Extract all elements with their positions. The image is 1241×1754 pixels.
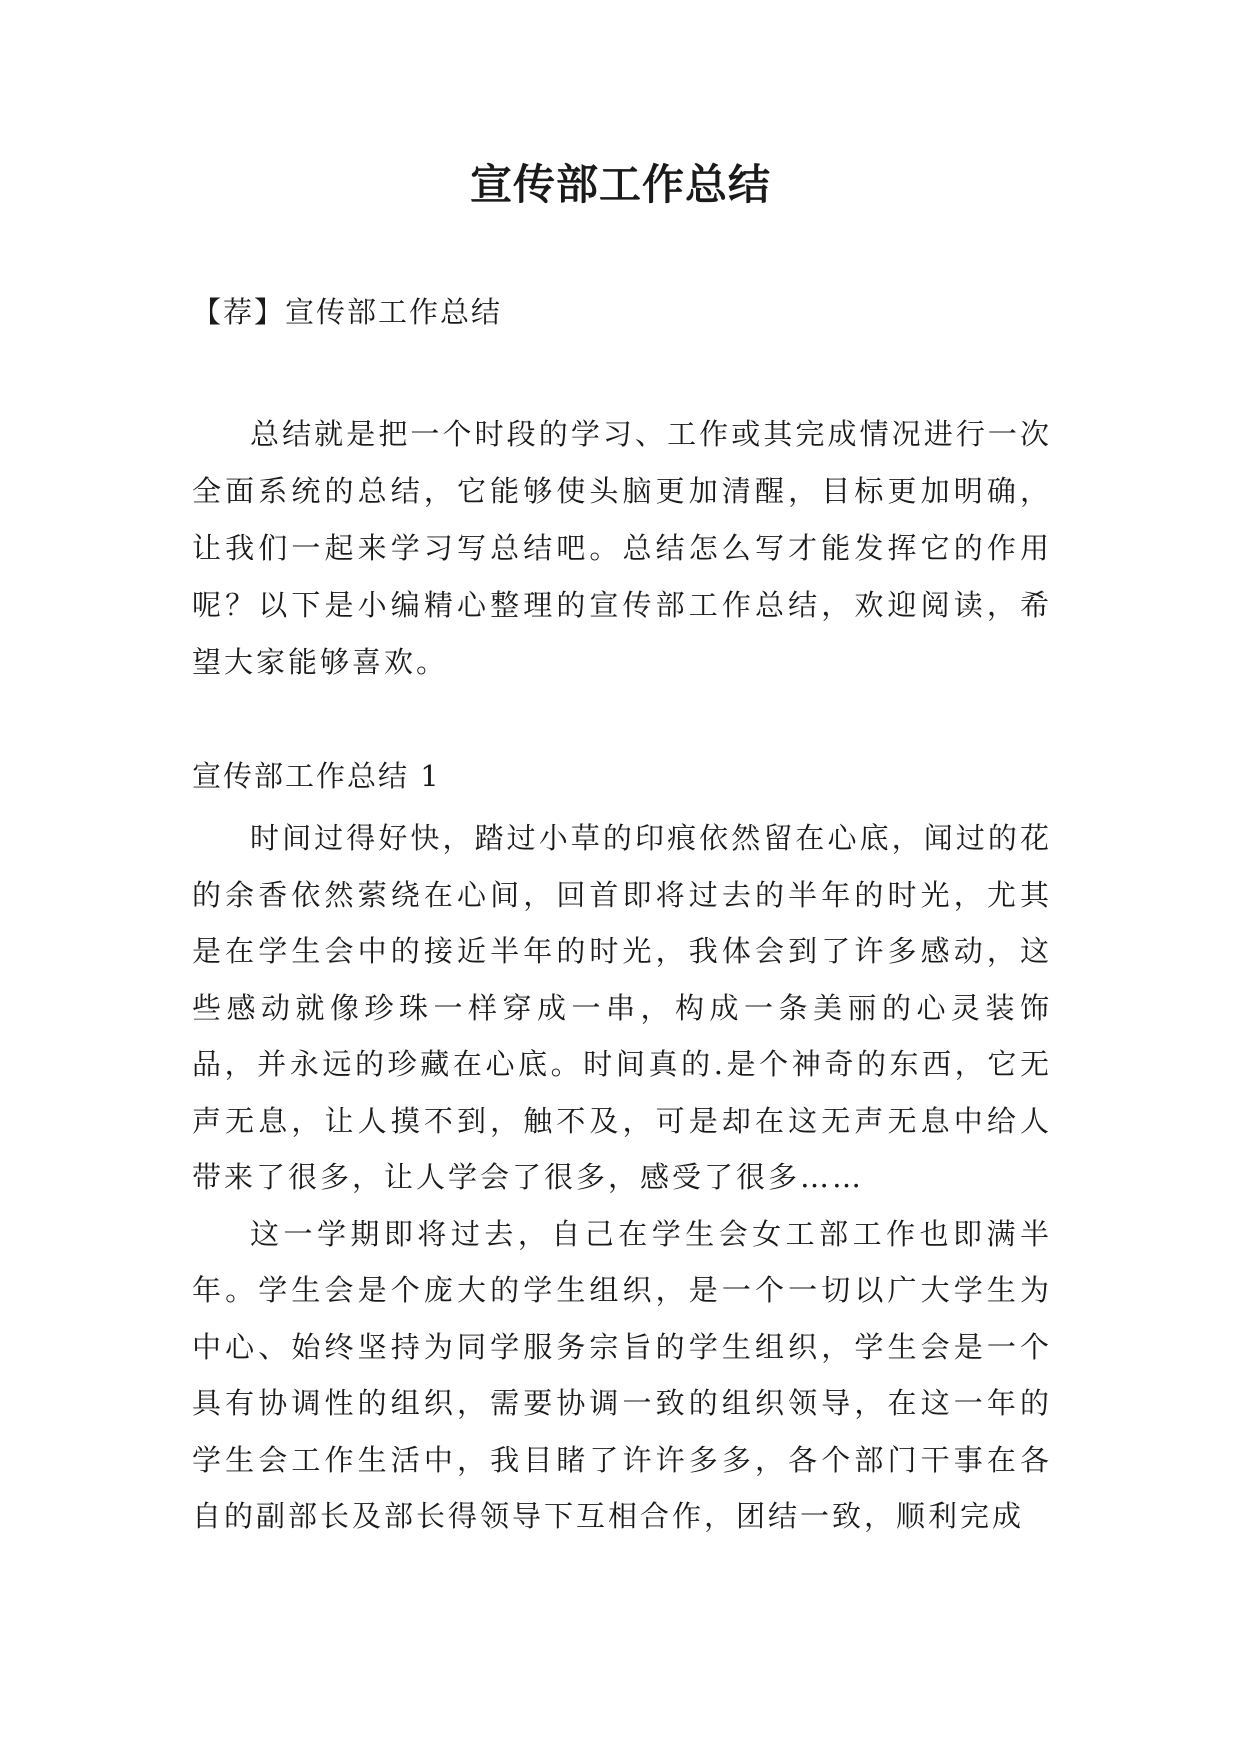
document-title: 宣传部工作总结 — [469, 160, 771, 209]
body-paragraph: 时间过得好快，踏过小草的印痕依然留在心底，闻过的花的余香依然萦绕在心间，回首即将过去的半年的时光，尤其是在学生会中的接近半年的时光，我体会到了许多感动，这些感动就像珍珠一样穿成一串，构成一条美丽的心灵装饰品，并永远的珍藏在心底。时间真的.是个神奇的东西，它无声无息，让人摸不到，触不及，可是却在这无声无息中给人带来了很多，让人学会了很多，感受了很多…… — [192, 821, 1052, 1194]
section-heading: 宣传部工作总结 1 — [192, 759, 441, 793]
section-body — [192, 810, 1052, 1545]
document-subtitle: 【荐】宣传部工作总结 — [192, 295, 503, 329]
intro-paragraph: 总结就是把一个时段的学习、工作或其完成情况进行一次全面系统的总结，它能够使头脑更加清醒，目标更加明确，让我们一起来学习写总结吧。总结怎么写才能发挥它的作用呢？以下是小编精心整理的宣传部工作总结，欢迎阅读，希望大家能够喜欢。 — [192, 417, 1052, 679]
body-paragraph: 这一学期即将过去，自己在学生会女工部工作也即满半年。学生会是个庞大的学生组织，是一个一切以广大学生为中心、始终坚持为同学服务宗旨的学生组织，学生会是一个具有协调性的组织，需要协调一致的组织领导，在这一年的学生会工作生活中，我目睹了许许多多，各个部门干事在各自的副部长及部长得领导下互相合作，团结一致，顺利完成 — [192, 1216, 1052, 1533]
intro-section — [192, 406, 1052, 691]
